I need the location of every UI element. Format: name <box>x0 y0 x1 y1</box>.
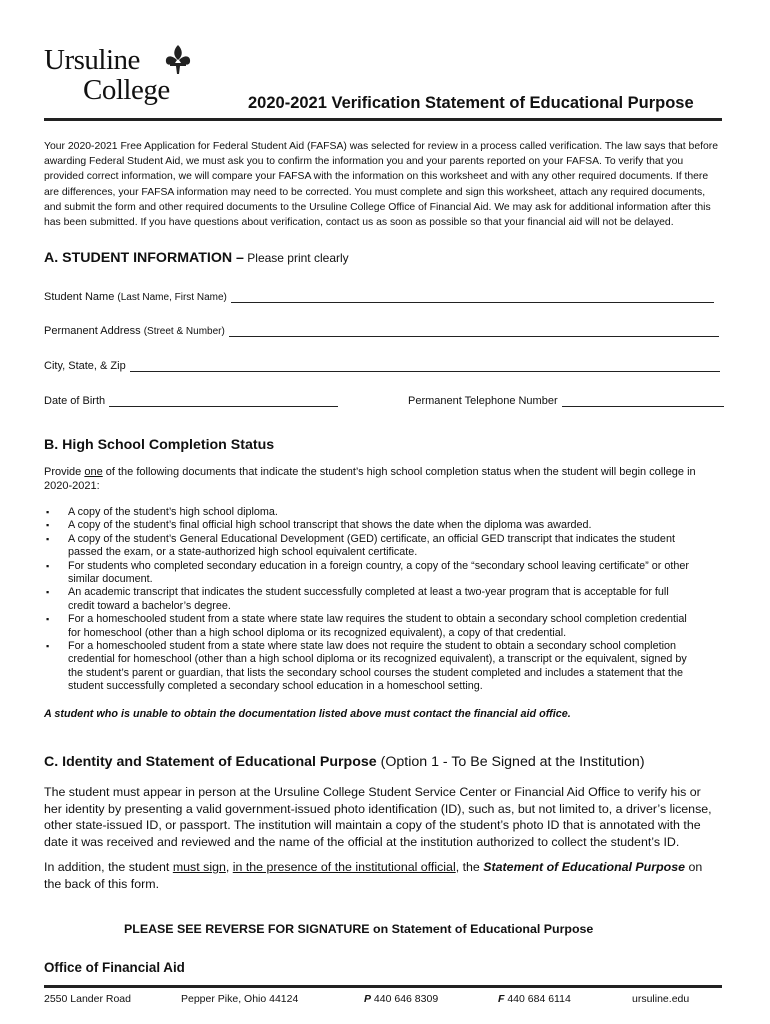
identity-line: The student must appear in person at the Ursuline College Student Service Center or Financial Aid Office to verify his or <box>44 785 701 799</box>
section-b-intro <box>44 466 724 493</box>
permanent-address-field[interactable] <box>44 325 719 337</box>
address-line[interactable] <box>229 326 719 337</box>
list-item: ▪ For a homeschooled student from a state where state law does not require the student to obtain a secondary school completion credential for homeschool (other than a high school diploma or its recognized equivalent), a transcript or the equivalent, signed by the student’s parent or guardian, that lists the secondary school courses the student completed and includes a statement that the student successfully completed a secondary school education in a homeschool setting. <box>44 640 704 694</box>
identity-line: date it was received and reviewed and the name of the official at the institution authorized to collect the student’s ID. <box>44 834 680 849</box>
dob-line[interactable] <box>109 396 338 407</box>
provide-one-emphasis: one <box>84 466 103 478</box>
footer-website-link[interactable]: ursuline.edu <box>632 993 690 1005</box>
address-label: Permanent Address <box>44 325 141 337</box>
identity-line: other state-issued ID, or passport. The institution will maintain a copy of the student’s photo ID that is annotated with the <box>44 818 701 833</box>
section-a-heading <box>44 250 349 266</box>
phone-label: Permanent Telephone Number <box>408 395 558 407</box>
city-line[interactable] <box>130 361 720 372</box>
student-name-label: Student Name <box>44 291 115 303</box>
section-c-title: C. Identity and Statement of Educational Purpose <box>44 754 377 770</box>
student-name-field[interactable] <box>44 291 714 303</box>
logo-line-2: College <box>83 74 170 106</box>
signature-instruction: In addition, the student must sign, in the presence of the institutional official, the Statement of Educational Purpose on the back of this form. <box>44 860 703 891</box>
section-c-heading <box>44 754 645 770</box>
city-state-zip-field[interactable] <box>44 360 720 372</box>
intro-line: Your 2020-2021 Free Application for Federal Student Aid (FAFSA) was selected for review in a process called verification. The law says that before <box>44 141 719 152</box>
intro-line: provided correct information, we will compare your FAFSA with the information on this worksheet and with any other required documents. If there <box>44 171 709 183</box>
student-name-line[interactable] <box>231 292 714 303</box>
footer-fax: F 440 684 6114 <box>498 993 571 1005</box>
provide-year: 2020-2021: <box>44 479 100 492</box>
intro-line: has been submitted. If you have questions about verification, contact us as soon as possible so that your financial aid will not be delayed. <box>44 217 674 229</box>
footer-phone: P 440 646 8309 <box>364 993 439 1005</box>
city-label: City, State, & Zip <box>44 360 126 372</box>
list-item: ▪ For students who completed secondary education in a foreign country, a copy of the “secondary school leaving certificate” or other similar document. <box>44 560 704 587</box>
student-name-hint: (Last Name, First Name) <box>117 292 227 303</box>
statement-emphasis: Statement of Educational Purpose <box>483 860 685 874</box>
page-title: 2020-2021 Verification Statement of Educational Purpose <box>248 94 694 112</box>
list-item: ▪ An academic transcript that indicates the student successfully completed at least a two-year program that is acceptable for full credit toward a bachelor’s degree. <box>44 586 704 613</box>
presence-emphasis: in the presence of the institutional official <box>232 860 456 874</box>
telephone-field[interactable] <box>408 395 724 407</box>
provide-text-rest: of the following documents that indicate the student’s high school completion status when the student will begin college in <box>102 466 696 478</box>
list-item: ▪ A copy of the student’s General Educational Development (GED) certificate, an official GED transcript that indicates the student passed the exam, or a state-authorized high school equivalent certificate. <box>44 533 704 560</box>
see-reverse-notice: PLEASE SEE REVERSE FOR SIGNATURE on Statement of Educational Purpose <box>124 922 594 936</box>
college-logo <box>44 44 194 114</box>
date-of-birth-field[interactable] <box>44 395 338 407</box>
office-name: Office of Financial Aid <box>44 960 185 975</box>
intro-line: and submit the form and other required documents to the Ursuline College Office of Financial Aid. We may ask for additional information after this <box>44 201 711 213</box>
footer-city: Pepper Pike, Ohio 44124 <box>181 993 299 1005</box>
phone-line[interactable] <box>562 396 724 407</box>
documentation-warning: A student who is unable to obtain the documentation listed above must contact the financial aid office. <box>44 708 571 720</box>
section-c-option: (Option 1 - To Be Signed at the Institution) <box>376 754 645 770</box>
intro-line: awarding Federal Student Aid, we must ask you to confirm the information you and your parents reported on your FAFSA. To verify that you <box>44 156 684 168</box>
list-item: ▪ A copy of the student’s high school diploma. <box>44 506 704 519</box>
identity-paragraph <box>44 784 724 850</box>
address-hint: (Street & Number) <box>143 326 225 337</box>
must-sign-emphasis: must sign <box>172 860 226 874</box>
section-a-subtitle: Please print clearly <box>243 251 349 265</box>
section-b-heading: B. High School Completion Status <box>44 437 275 453</box>
section-a-title: A. STUDENT INFORMATION – <box>44 250 244 266</box>
footer-address: 2550 Lander Road <box>44 993 131 1005</box>
list-item: ▪ For a homeschooled student from a state where state law requires the student to obtain a secondary school completion credential for homeschool (other than a high school diploma or its recognized equivalent), a copy of that credential. <box>44 613 704 640</box>
footer-divider <box>44 985 722 988</box>
intro-paragraph <box>44 139 724 230</box>
list-item: ▪ A copy of the student’s final official high school transcript that shows the date when the diploma was awarded. <box>44 519 704 532</box>
fleur-de-lis-icon <box>163 44 193 76</box>
provide-text: Provide <box>44 466 85 478</box>
identity-line: her identity by presenting a valid government-issued photo identification (ID), such as, but not limited to, a driver’s license, <box>44 801 712 816</box>
logo-line-1: Ursuline <box>44 44 140 76</box>
header-divider <box>44 118 722 121</box>
document-list <box>44 506 704 694</box>
dob-label: Date of Birth <box>44 395 106 407</box>
intro-line: are differences, your FAFSA information may need to be corrected. You must complete and sign this worksheet, attach any required documents, <box>44 186 706 198</box>
